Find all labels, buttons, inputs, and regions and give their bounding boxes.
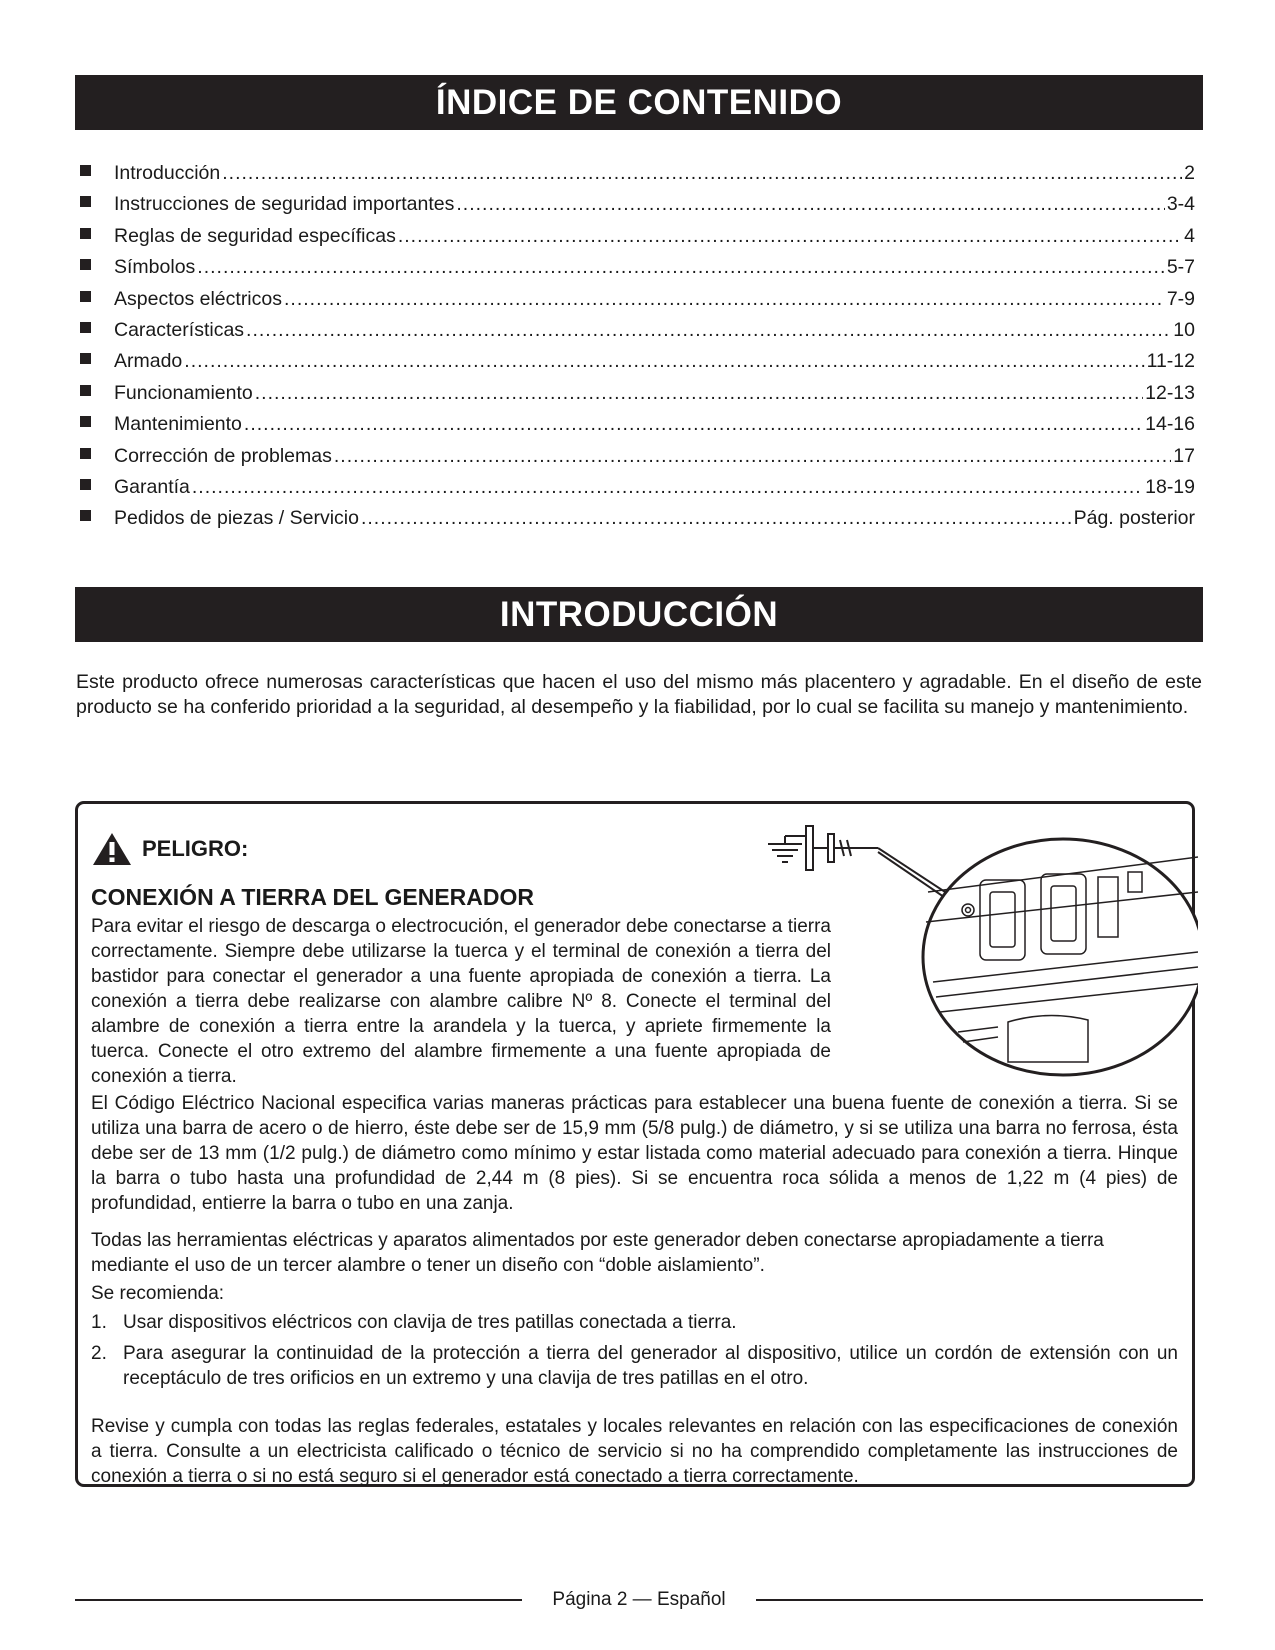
toc-item-page: 11-12 <box>1146 350 1195 373</box>
toc-title: ÍNDICE DE CONTENIDO <box>435 82 843 122</box>
square-bullet-icon <box>80 416 91 427</box>
dot-leader <box>192 476 1143 499</box>
list-item <box>91 1341 1178 1391</box>
dot-leader <box>334 445 1171 468</box>
ground-symbol-icon <box>768 826 968 912</box>
intro-heading <box>75 587 1203 642</box>
square-bullet-icon <box>80 322 91 333</box>
toc-item-page: 5-7 <box>1166 256 1195 279</box>
toc-item-label: Símbolos <box>114 256 196 279</box>
toc-item-page: 14-16 <box>1145 413 1195 436</box>
toc-item-label: Garantía <box>114 475 190 498</box>
dot-leader <box>456 193 1164 216</box>
toc-item[interactable] <box>80 445 1195 476</box>
toc-item[interactable] <box>80 225 1195 256</box>
toc-item-page: 12-13 <box>1145 381 1195 404</box>
square-bullet-icon <box>80 479 91 490</box>
recommendation-intro: Se recomienda: <box>91 1283 225 1304</box>
toc-item-page: Pág. posterior <box>1073 507 1195 530</box>
grounding-paragraph-3: Todas las herramientas eléctricas y aparatos alimentados por este generador deben conectarse apropiadamente a tierra mediante el uso de un tercer alambre o tener un diseño con “doble aislamiento”. <box>91 1230 1104 1276</box>
list-item-number: 1. <box>91 1312 107 1333</box>
toc-item-label: Corrección de problemas <box>114 444 332 467</box>
toc-heading <box>75 75 1203 130</box>
danger-header <box>92 832 248 866</box>
list-item-text: Para asegurar la continuidad de la protección a tierra del generador al dispositivo, utilice un cordón de extensión con un receptáculo de tres orificios en un extremo y una clavija de tres patillas en el otro. <box>123 1343 1178 1389</box>
square-bullet-icon <box>80 259 91 270</box>
toc-item-label: Aspectos eléctricos <box>114 287 282 310</box>
toc-item-page: 10 <box>1173 318 1195 341</box>
dot-leader <box>255 382 1143 405</box>
toc-item-page: 2 <box>1184 162 1195 184</box>
dot-leader <box>398 225 1182 248</box>
danger-label: PELIGRO: <box>142 836 249 861</box>
square-bullet-icon <box>80 228 91 239</box>
square-bullet-icon <box>80 165 91 176</box>
intro-title: INTRODUCCIÓN <box>499 594 779 634</box>
intro-paragraph: Este producto ofrece numerosas características que hacen el uso del mismo más placentero y agradable. En el diseño de este producto se ha conferido prioridad a la seguridad, al desempeño y la fiabilidad, por lo cual se facilita su manejo y mantenimiento. <box>76 671 1202 718</box>
toc-item-page: 7-9 <box>1166 287 1195 310</box>
toc-item-label: Mantenimiento <box>114 413 242 436</box>
grounding-paragraph-2: El Código Eléctrico Nacional especifica varias maneras prácticas para establecer una buena fuente de conexión a tierra. Si se utiliza una barra de acero o de hierro, éste debe ser de 15,9 mm (5/8 pulg.) de diámetro, y si se utiliza una barra no ferrosa, ésta debe ser de 13 mm (1/2 pulg.) de diámetro como mínimo y estar listada como material adecuado para conexión a tierra. Hinque la barra o tubo hasta una profundidad de 2,44 m (8 pies). Si se encuentra roca sólida a menos de 1,22 m (4 pies) de profundidad, entierre la barra o tubo en una zanja. <box>91 1093 1178 1214</box>
grounding-paragraph-1: Para evitar el riesgo de descarga o electrocución, el generador debe conectarse a tierra correctamente. Siempre debe utilizarse la tuerca y el terminal de conexión a tierra del bastidor para conectar el generador a una fuente apropiada de conexión a tierra. La conexión a tierra debe realizarse con alambre calibre Nº 8. Conecte el terminal del alambre de conexión a tierra entre la arandela y la tuerca, y apriete firmemente la tuerca. Conecte el otro extremo del alambre firmemente a una fuente apropiada de conexión a tierra. <box>91 916 831 1087</box>
footer-rule-left <box>75 1599 522 1601</box>
toc-item[interactable] <box>80 256 1195 287</box>
toc-item-label: Pedidos de piezas / Servicio <box>114 507 359 530</box>
toc-item[interactable] <box>80 288 1195 319</box>
dot-leader <box>284 288 1165 311</box>
square-bullet-icon <box>80 510 91 521</box>
toc-item[interactable] <box>80 476 1195 507</box>
toc-item-label: Reglas de seguridad específicas <box>114 224 396 247</box>
toc-item-label: Características <box>114 318 245 341</box>
footer-rule-right <box>756 1599 1203 1601</box>
square-bullet-icon <box>80 385 91 396</box>
table-of-contents <box>80 162 1195 539</box>
toc-item-label: Instrucciones de seguridad importantes <box>114 193 455 216</box>
danger-warning-box <box>75 801 1195 1487</box>
toc-item[interactable] <box>80 319 1195 350</box>
dot-leader <box>246 319 1171 342</box>
square-bullet-icon <box>80 353 91 364</box>
danger-title: CONEXIÓN A TIERRA DEL GENERADOR <box>91 884 534 910</box>
dot-leader <box>184 350 1144 373</box>
toc-item-page: 3-4 <box>1166 193 1195 216</box>
toc-item[interactable] <box>80 193 1195 224</box>
toc-item-page: 17 <box>1173 444 1195 467</box>
square-bullet-icon <box>80 448 91 459</box>
toc-item[interactable] <box>80 507 1195 538</box>
square-bullet-icon <box>80 291 91 302</box>
grounding-paragraph-5: Revise y cumpla con todas las reglas federales, estatales y locales relevantes en relación con las especificaciones de conexión a tierra. Consulte a un electricista calificado o técnico de servicio si no ha comprendido completamente las instrucciones de conexión a tierra o si no está seguro si el generador está conectado a tierra correctamente. <box>91 1416 1178 1487</box>
toc-item-page: 4 <box>1184 224 1195 247</box>
warning-triangle-icon <box>92 832 132 866</box>
toc-item[interactable] <box>80 413 1195 444</box>
list-item <box>91 1310 1178 1335</box>
page-footer <box>75 1588 1203 1612</box>
toc-item-label: Introducción <box>114 162 221 184</box>
list-item-text: Usar dispositivos eléctricos con clavija de tres patillas conectada a tierra. <box>123 1312 737 1333</box>
list-item-number: 2. <box>91 1343 107 1364</box>
toc-item[interactable] <box>80 162 1195 193</box>
toc-item[interactable] <box>80 350 1195 381</box>
dot-leader <box>222 162 1182 185</box>
dot-leader <box>361 507 1072 530</box>
toc-item-label: Funcionamiento <box>114 381 253 404</box>
square-bullet-icon <box>80 196 91 207</box>
toc-item-label: Armado <box>114 350 183 373</box>
footer-page-label: Página 2 — Español <box>552 1589 726 1610</box>
recommendation-list <box>91 1310 1178 1397</box>
toc-item[interactable] <box>80 382 1195 413</box>
dot-leader <box>197 256 1165 279</box>
dot-leader <box>244 413 1143 436</box>
toc-item-page: 18-19 <box>1145 475 1195 498</box>
